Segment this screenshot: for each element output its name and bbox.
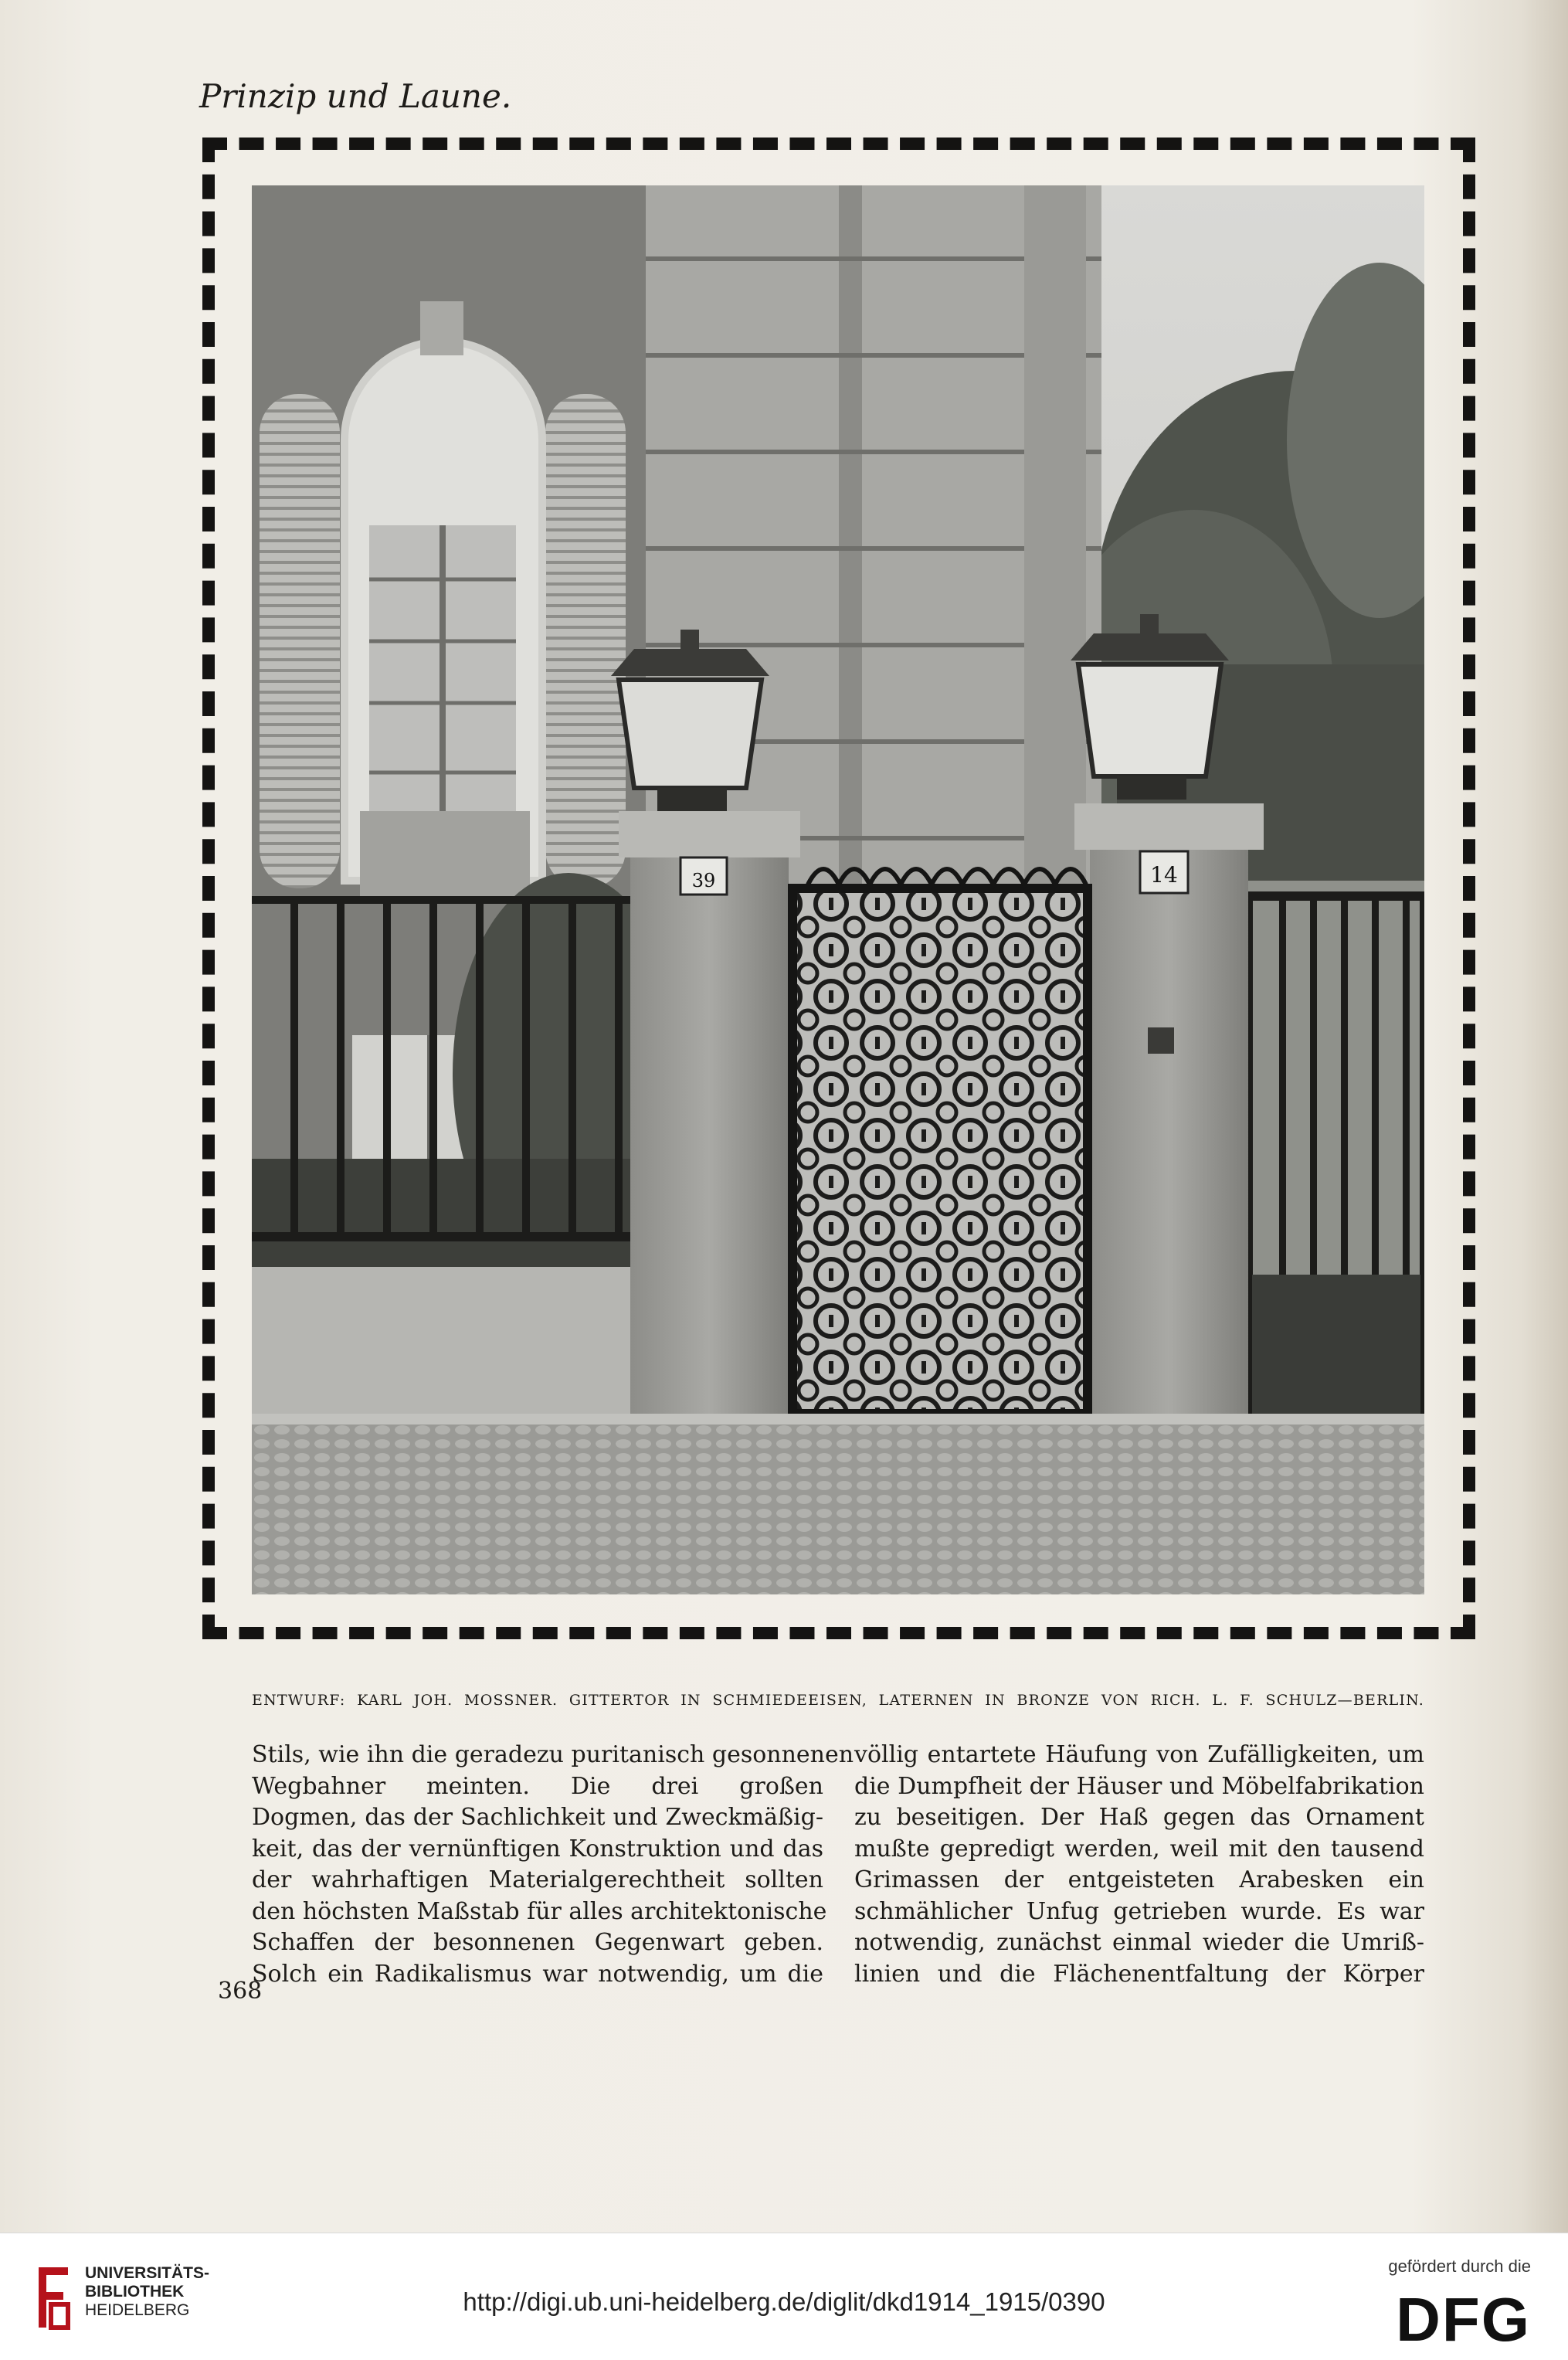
text-line: Solch ein Radikalismus war notwendig, um die — [252, 1960, 823, 1988]
text-line: Schaffen der besonnenen Gegenwart geben. — [252, 1929, 823, 1956]
institution-line: UNIVERSITÄTS- — [85, 2264, 210, 2282]
viewer-footer — [0, 2233, 1568, 2360]
institution-line: BIBLIOTHEK — [85, 2283, 185, 2301]
house-number-left: 39 — [691, 870, 716, 891]
text-column-left — [252, 1740, 854, 1990]
text-line: der wahrhaftigen Materialgerechtheit sollten — [252, 1866, 823, 1893]
text-line: mußte gepredigt werden, weil mit den tausend — [854, 1835, 1424, 1863]
text-line: den höchsten Maßstab für alles architektonische — [252, 1897, 827, 1925]
text-line: Wegbahner meinten. Die drei großen — [252, 1772, 823, 1800]
figure-caption: ENTWURF: KARL JOH. MOSSNER. GITTERTOR IN SCHMIEDEEISEN, LATERNEN IN BRONZE VON RICH. L. F. SCHULZ—BERLIN. — [252, 1692, 1424, 1709]
permalink-url[interactable]: http://digi.ub.uni-heidelberg.de/diglit/dkd1914_1915/0390 — [463, 2287, 1105, 2316]
architectural-photograph — [252, 185, 1424, 1594]
text-line: linien und die Flächenentfaltung der Körper — [854, 1960, 1424, 1988]
text-line: Stils, wie ihn die geradezu puritanisch gesonnenen — [252, 1741, 854, 1768]
dfg-logo[interactable]: DFG — [1396, 2285, 1531, 2354]
text-line: völlig entartete Häufung von Zufälligkeiten, um — [854, 1741, 1424, 1768]
text-line: zu beseitigen. Der Haß gegen das Ornament — [854, 1804, 1424, 1831]
text-line: Grimassen der entgeisteten Arabesken ein — [854, 1866, 1424, 1893]
page-number: 368 — [218, 1978, 263, 2005]
text-line: notwendig, zunächst einmal wieder die Umriß- — [854, 1929, 1424, 1956]
text-line: die Dumpfheit der Häuser und Möbelfabrikation — [854, 1772, 1424, 1800]
text-line: keit, das der vernünftigen Konstruktion und das — [252, 1835, 823, 1863]
text-line: Dogmen, das der Sachlichkeit und Zweckmäßig- — [252, 1804, 823, 1831]
text-line: schmählicher Unfug getrieben wurde. Es war — [854, 1897, 1424, 1925]
text-column-right — [854, 1740, 1424, 1990]
photo-illustration — [252, 185, 1424, 1594]
institution-line: HEIDELBERG — [85, 2301, 190, 2319]
funding-note: gefördert durch die — [1388, 2256, 1531, 2276]
house-number-right: 14 — [1150, 862, 1178, 888]
lantern-left — [611, 630, 769, 811]
running-head: Prinzip und Laune. — [199, 77, 512, 115]
lantern-right — [1071, 614, 1229, 800]
